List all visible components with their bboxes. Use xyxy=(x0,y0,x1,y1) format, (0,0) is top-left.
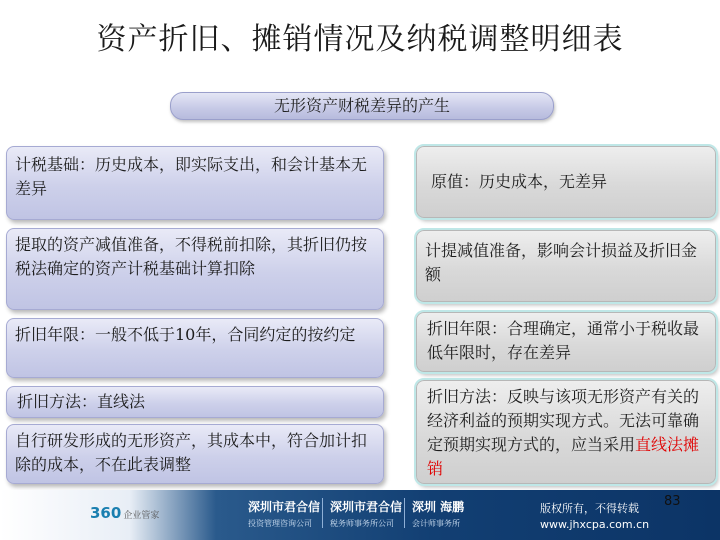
website-link[interactable]: www.jhxcpa.com.cn xyxy=(540,518,650,531)
right-box-original-value-text: 原值：历史成本，无差异 xyxy=(431,172,608,191)
right-box-depreciation-method xyxy=(416,380,716,484)
footer-company-3-sub: 会计师事务所 xyxy=(412,519,460,528)
left-box-tax-basis xyxy=(6,146,384,220)
footer-company-3-name: 深圳 海鹏 xyxy=(412,500,465,514)
left-box-impairment xyxy=(6,228,384,310)
logo-text: 360 xyxy=(90,504,122,522)
footer-company-2 xyxy=(330,498,402,529)
section-subtitle: 无形资产财税差异的产生 xyxy=(170,92,554,120)
footer-company-2-name: 深圳市君合信 xyxy=(330,500,403,514)
footer-company-3 xyxy=(412,498,464,529)
logo-subtext: 企业管家 xyxy=(123,511,160,521)
copyright-text: 版权所有，不得转载 xyxy=(540,502,639,515)
footer-company-1 xyxy=(248,498,320,529)
page-number: 83 xyxy=(664,494,681,509)
left-box-depreciation-life xyxy=(6,318,384,378)
straight-line-amortization-highlight: 直线法摊销 xyxy=(427,435,700,478)
left-box-self-developed xyxy=(6,424,384,484)
right-box-depreciation-life-text: 折旧年限：合理确定，通常小于税收最低年限时，存在差异 xyxy=(427,319,700,362)
right-box-impairment xyxy=(416,230,716,302)
left-box-depreciation-method-text: 折旧方法：直线法 xyxy=(17,392,146,411)
right-box-depreciation-method-text: 折旧方法：反映与该项无形资产有关的经济利益的预期实现方式。无法可靠确定预期实现方式的，应当采用 xyxy=(427,387,700,454)
footer-divider xyxy=(322,498,323,528)
footer-company-1-sub: 投资管理咨询公司 xyxy=(248,519,312,528)
right-box-impairment-text: 计提减值准备，影响会计损益及折旧金额 xyxy=(425,241,698,284)
left-box-depreciation-life-text: 折旧年限：一般不低于10年，合同约定的按约定 xyxy=(15,325,356,344)
left-box-depreciation-method xyxy=(6,386,384,418)
footer-divider xyxy=(404,498,405,528)
company-logo xyxy=(90,504,159,522)
right-box-depreciation-life xyxy=(416,312,716,372)
right-box-original-value xyxy=(416,146,716,218)
footer-rights xyxy=(540,501,649,533)
page-title: 资产折旧、摊销情况及纳税调整明细表 xyxy=(96,22,624,57)
left-box-self-developed-text: 自行研发形成的无形资产，其成本中，符合加计扣除的成本，不在此表调整 xyxy=(15,431,368,474)
footer-company-2-sub: 税务师事务所公司 xyxy=(330,519,394,528)
left-box-impairment-text: 提取的资产减值准备，不得税前扣除，其折旧仍按税法确定的资产计税基础计算扣除 xyxy=(15,235,368,278)
left-box-tax-basis-text: 计税基础：历史成本，即实际支出，和会计基本无差异 xyxy=(15,155,368,198)
footer-company-1-name: 深圳市君合信 xyxy=(248,500,321,514)
